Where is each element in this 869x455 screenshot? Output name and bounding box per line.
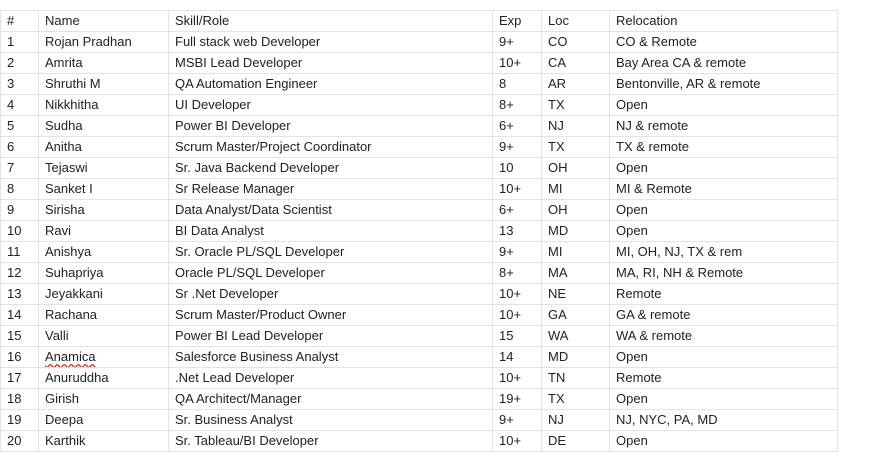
cell-loc[interactable]: NE <box>542 284 610 305</box>
table-row <box>1 158 838 179</box>
table-row <box>1 431 838 452</box>
cell-name[interactable]: Deepa <box>39 410 169 431</box>
cell-loc[interactable]: MD <box>542 221 610 242</box>
header-cell-name[interactable]: Name <box>39 11 169 32</box>
cell-exp[interactable]: 19+ <box>493 389 542 410</box>
cell-relocation[interactable]: WA & remote <box>610 326 838 347</box>
cell-name[interactable]: Shruthi M <box>39 74 169 95</box>
cell-name[interactable]: Amrita <box>39 53 169 74</box>
cell-name[interactable]: Jeyakkani <box>39 284 169 305</box>
cell-relocation[interactable]: Bentonville, AR & remote <box>610 74 838 95</box>
cell-num[interactable]: 12 <box>1 263 39 284</box>
table-row <box>1 32 838 53</box>
cell-relocation[interactable]: NJ & remote <box>610 116 838 137</box>
cell-skill[interactable]: Sr. Oracle PL/SQL Developer <box>169 242 493 263</box>
header-cell-exp[interactable]: Exp <box>493 11 542 32</box>
cell-name[interactable]: Rojan Pradhan <box>39 32 169 53</box>
cell-skill[interactable]: Full stack web Developer <box>169 32 493 53</box>
cell-skill[interactable]: Data Analyst/Data Scientist <box>169 200 493 221</box>
cell-loc[interactable]: DE <box>542 431 610 452</box>
cell-exp[interactable]: 9+ <box>493 137 542 158</box>
cell-loc[interactable]: CO <box>542 32 610 53</box>
cell-relocation[interactable]: Remote <box>610 284 838 305</box>
cell-name[interactable]: Ravi <box>39 221 169 242</box>
cell-name[interactable]: Sudha <box>39 116 169 137</box>
cell-loc[interactable]: NJ <box>542 116 610 137</box>
cell-exp[interactable]: 10+ <box>493 305 542 326</box>
cell-num[interactable]: 13 <box>1 284 39 305</box>
table-row <box>1 116 838 137</box>
cell-name[interactable]: Rachana <box>39 305 169 326</box>
cell-num[interactable]: 19 <box>1 410 39 431</box>
cell-name[interactable]: Anishya <box>39 242 169 263</box>
cell-exp[interactable]: 9+ <box>493 410 542 431</box>
cell-name[interactable]: Suhapriya <box>39 263 169 284</box>
spreadsheet-grid <box>0 10 837 452</box>
cell-skill[interactable]: BI Data Analyst <box>169 221 493 242</box>
cell-exp[interactable]: 10+ <box>493 179 542 200</box>
cell-exp[interactable]: 14 <box>493 347 542 368</box>
cell-relocation[interactable]: CO & Remote <box>610 32 838 53</box>
cell-relocation[interactable]: NJ, NYC, PA, MD <box>610 410 838 431</box>
table-row <box>1 305 838 326</box>
cell-skill[interactable]: Sr Release Manager <box>169 179 493 200</box>
cell-relocation[interactable]: MI, OH, NJ, TX & rem <box>610 242 838 263</box>
cell-relocation[interactable]: MI & Remote <box>610 179 838 200</box>
cell-name[interactable]: Nikkhitha <box>39 95 169 116</box>
header-cell-skill[interactable]: Skill/Role <box>169 11 493 32</box>
cell-num[interactable]: 16 <box>1 347 39 368</box>
cell-name[interactable]: Anuruddha <box>39 368 169 389</box>
cell-relocation[interactable]: Open <box>610 431 838 452</box>
cell-num[interactable]: 18 <box>1 389 39 410</box>
cell-relocation[interactable]: Open <box>610 221 838 242</box>
table-row <box>1 137 838 158</box>
table-row <box>1 284 838 305</box>
spellcheck-flagged-text: Anamica <box>45 349 96 364</box>
cell-num[interactable]: 15 <box>1 326 39 347</box>
cell-num[interactable]: 8 <box>1 179 39 200</box>
cell-relocation[interactable]: Bay Area CA & remote <box>610 53 838 74</box>
table-row <box>1 410 838 431</box>
cell-skill[interactable]: Oracle PL/SQL Developer <box>169 263 493 284</box>
cell-skill[interactable]: QA Automation Engineer <box>169 74 493 95</box>
cell-skill[interactable]: Sr. Java Backend Developer <box>169 158 493 179</box>
cell-exp[interactable]: 10+ <box>493 431 542 452</box>
cell-exp[interactable]: 10+ <box>493 53 542 74</box>
cell-skill[interactable]: Sr. Tableau/BI Developer <box>169 431 493 452</box>
cell-num[interactable]: 11 <box>1 242 39 263</box>
cell-name[interactable]: Sanket I <box>39 179 169 200</box>
cell-skill[interactable]: Salesforce Business Analyst <box>169 347 493 368</box>
cell-exp[interactable]: 6+ <box>493 200 542 221</box>
cell-exp[interactable]: 8 <box>493 74 542 95</box>
cell-num[interactable]: 17 <box>1 368 39 389</box>
cell-relocation[interactable]: Open <box>610 158 838 179</box>
cell-num[interactable]: 20 <box>1 431 39 452</box>
cell-loc[interactable]: OH <box>542 158 610 179</box>
cell-skill[interactable]: Scrum Master/Project Coordinator <box>169 137 493 158</box>
table-row <box>1 221 838 242</box>
cell-loc[interactable]: WA <box>542 326 610 347</box>
table-row <box>1 347 838 368</box>
cell-num[interactable]: 3 <box>1 74 39 95</box>
table-row <box>1 53 838 74</box>
cell-num[interactable]: 5 <box>1 116 39 137</box>
cell-skill[interactable]: UI Developer <box>169 95 493 116</box>
cell-num[interactable]: 1 <box>1 32 39 53</box>
cell-relocation[interactable]: Open <box>610 200 838 221</box>
cell-loc[interactable]: TN <box>542 368 610 389</box>
table-row <box>1 242 838 263</box>
cell-loc[interactable]: OH <box>542 200 610 221</box>
cell-num[interactable]: 6 <box>1 137 39 158</box>
cell-num[interactable]: 9 <box>1 200 39 221</box>
cell-num[interactable]: 10 <box>1 221 39 242</box>
cell-loc[interactable]: MI <box>542 242 610 263</box>
cell-exp[interactable]: 10+ <box>493 284 542 305</box>
table-row <box>1 74 838 95</box>
table-row <box>1 263 838 284</box>
table-row <box>1 95 838 116</box>
cell-relocation[interactable]: MA, RI, NH & Remote <box>610 263 838 284</box>
cell-exp[interactable]: 9+ <box>493 242 542 263</box>
table-row <box>1 179 838 200</box>
header-cell-num[interactable]: # <box>1 11 39 32</box>
cell-name[interactable]: Anitha <box>39 137 169 158</box>
cell-exp[interactable]: 9+ <box>493 32 542 53</box>
cell-name[interactable]: Karthik <box>39 431 169 452</box>
cell-num[interactable]: 7 <box>1 158 39 179</box>
cell-skill[interactable]: Power BI Lead Developer <box>169 326 493 347</box>
cell-relocation[interactable]: Open <box>610 95 838 116</box>
cell-skill[interactable]: Sr. Business Analyst <box>169 410 493 431</box>
table-row <box>1 368 838 389</box>
cell-relocation[interactable]: Open <box>610 347 838 368</box>
table-row <box>1 200 838 221</box>
header-cell-loc[interactable]: Loc <box>542 11 610 32</box>
cell-loc[interactable]: TX <box>542 137 610 158</box>
table-row <box>1 326 838 347</box>
cell-skill[interactable]: Sr .Net Developer <box>169 284 493 305</box>
cell-loc[interactable]: TX <box>542 389 610 410</box>
cell-name[interactable] <box>39 347 169 368</box>
cell-relocation[interactable]: Open <box>610 389 838 410</box>
cell-skill[interactable]: Power BI Developer <box>169 116 493 137</box>
cell-name[interactable]: Valli <box>39 326 169 347</box>
cell-exp[interactable]: 8+ <box>493 95 542 116</box>
cell-skill[interactable]: Scrum Master/Product Owner <box>169 305 493 326</box>
cell-loc[interactable]: CA <box>542 53 610 74</box>
cell-relocation[interactable]: GA & remote <box>610 305 838 326</box>
cell-exp[interactable]: 10+ <box>493 368 542 389</box>
header-row <box>1 11 838 32</box>
cell-relocation[interactable]: Remote <box>610 368 838 389</box>
candidate-table <box>0 10 838 452</box>
cell-num[interactable]: 14 <box>1 305 39 326</box>
cell-loc[interactable]: GA <box>542 305 610 326</box>
cell-skill[interactable]: MSBI Lead Developer <box>169 53 493 74</box>
table-row <box>1 389 838 410</box>
cell-skill[interactable]: .Net Lead Developer <box>169 368 493 389</box>
header-cell-relocation[interactable]: Relocation <box>610 11 838 32</box>
cell-exp[interactable]: 8+ <box>493 263 542 284</box>
cell-name[interactable]: Sirisha <box>39 200 169 221</box>
cell-num[interactable]: 4 <box>1 95 39 116</box>
cell-exp[interactable]: 15 <box>493 326 542 347</box>
cell-exp[interactable]: 10 <box>493 158 542 179</box>
cell-loc[interactable]: MD <box>542 347 610 368</box>
cell-exp[interactable]: 13 <box>493 221 542 242</box>
cell-loc[interactable]: NJ <box>542 410 610 431</box>
cell-loc[interactable]: MA <box>542 263 610 284</box>
cell-name[interactable]: Girish <box>39 389 169 410</box>
cell-num[interactable]: 2 <box>1 53 39 74</box>
cell-exp[interactable]: 6+ <box>493 116 542 137</box>
cell-skill[interactable]: QA Architect/Manager <box>169 389 493 410</box>
cell-name[interactable]: Tejaswi <box>39 158 169 179</box>
cell-loc[interactable]: AR <box>542 74 610 95</box>
cell-loc[interactable]: MI <box>542 179 610 200</box>
cell-relocation[interactable]: TX & remote <box>610 137 838 158</box>
cell-loc[interactable]: TX <box>542 95 610 116</box>
